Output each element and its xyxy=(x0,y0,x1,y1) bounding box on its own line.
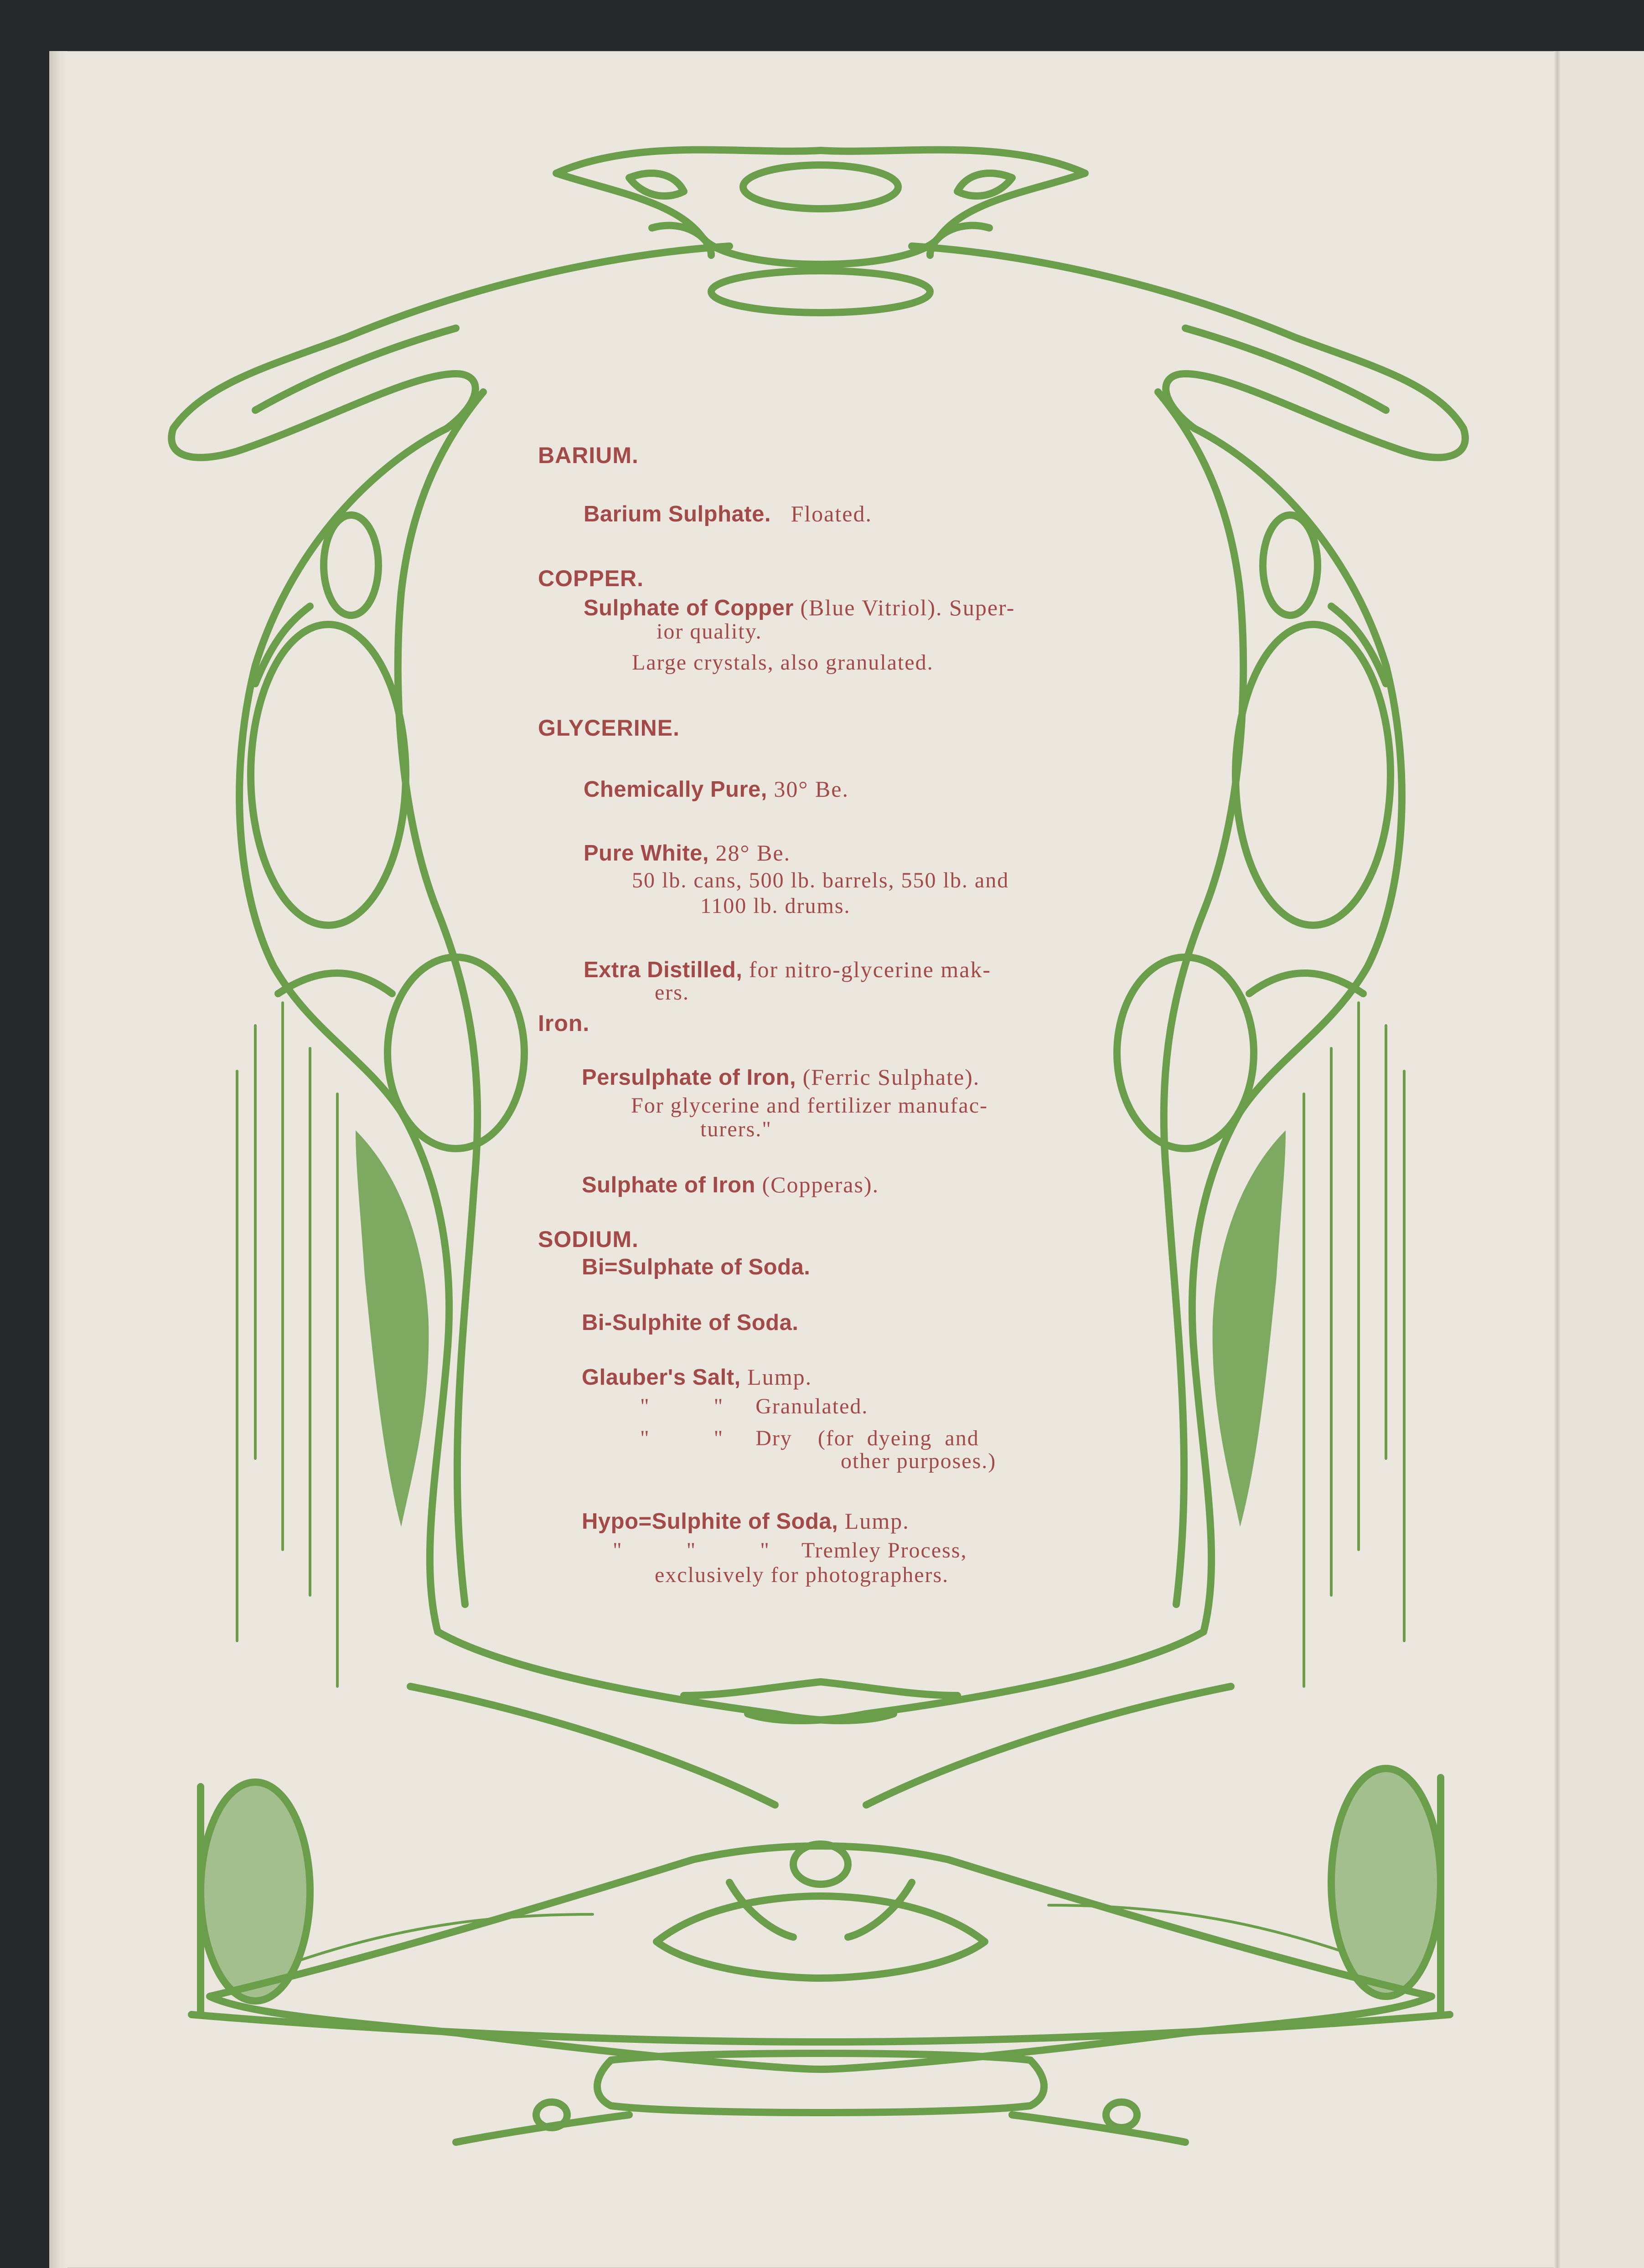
entry-extra-distilled xyxy=(584,957,991,982)
entry-glaubers-salt xyxy=(582,1365,812,1390)
entry-desc: (Ferric Sulphate). xyxy=(802,1064,980,1090)
entry-name: Hypo=Sulphite of Soda, xyxy=(582,1509,838,1534)
entry-line: exclusively for photographers. xyxy=(655,1563,949,1587)
entry-line: " " Dry (for dyeing and xyxy=(640,1426,979,1450)
entry-line: 50 lb. cans, 500 lb. barrels, 550 lb. and xyxy=(632,868,1009,892)
entry-desc: Lump. xyxy=(747,1364,812,1390)
heading-iron: Iron. xyxy=(538,1010,590,1036)
heading-glycerine: GLYCERINE. xyxy=(538,715,680,741)
entry-bi-sulphite-of-soda xyxy=(582,1310,798,1335)
heading-sodium: SODIUM. xyxy=(538,1227,639,1252)
entry-name: Persulphate of Iron, xyxy=(582,1065,796,1090)
entry-line: For glycerine and fertilizer manufac- xyxy=(631,1093,988,1118)
entry-name: Extra Distilled, xyxy=(584,958,743,982)
entry-name: Chemically Pure, xyxy=(584,777,767,802)
entry-desc: Floated. xyxy=(791,501,872,526)
entry-barium-sulphate xyxy=(584,501,872,526)
entry-line: ior quality. xyxy=(657,619,762,644)
entry-line: turers." xyxy=(700,1117,772,1141)
entry-sulphate-of-copper xyxy=(584,595,1015,620)
entry-name: Sulphate of Iron xyxy=(582,1173,755,1197)
entry-desc: for nitro-glycerine mak- xyxy=(749,957,992,982)
entry-line: other purposes.) xyxy=(841,1449,997,1473)
entry-persulphate-of-iron xyxy=(582,1065,980,1090)
entry-chemically-pure xyxy=(584,777,849,802)
entry-line: Large crystals, also granulated. xyxy=(632,650,934,675)
entry-sulphate-of-iron xyxy=(582,1172,879,1197)
heading-copper: COPPER. xyxy=(538,566,644,591)
entry-hypo-sulphite-of-soda xyxy=(582,1509,910,1534)
entry-name: Barium Sulphate. xyxy=(584,502,771,526)
entry-desc: Lump. xyxy=(844,1508,910,1534)
entry-name: Glauber's Salt, xyxy=(582,1365,741,1390)
entry-name: Bi-Sulphite of Soda. xyxy=(582,1310,799,1335)
entry-name: Pure White, xyxy=(584,841,709,866)
entry-desc: 30° Be. xyxy=(774,776,849,802)
entry-name: Sulphate of Copper xyxy=(584,596,794,620)
entry-line: 1100 lb. drums. xyxy=(700,894,851,918)
entry-line: " " " Tremley Process, xyxy=(613,1538,967,1562)
heading-barium: BARIUM. xyxy=(538,443,639,468)
entry-name: Bi=Sulphate of Soda. xyxy=(582,1255,811,1279)
entry-bi-sulphate-of-soda xyxy=(582,1254,810,1279)
entry-desc: (Copperas). xyxy=(762,1172,879,1197)
entry-pure-white xyxy=(584,840,791,866)
entry-line: " " Granulated. xyxy=(640,1394,869,1418)
entry-desc: 28° Be. xyxy=(715,840,791,866)
entry-line: ers. xyxy=(655,980,689,1005)
entry-desc: (Blue Vitriol). Super- xyxy=(800,595,1015,620)
